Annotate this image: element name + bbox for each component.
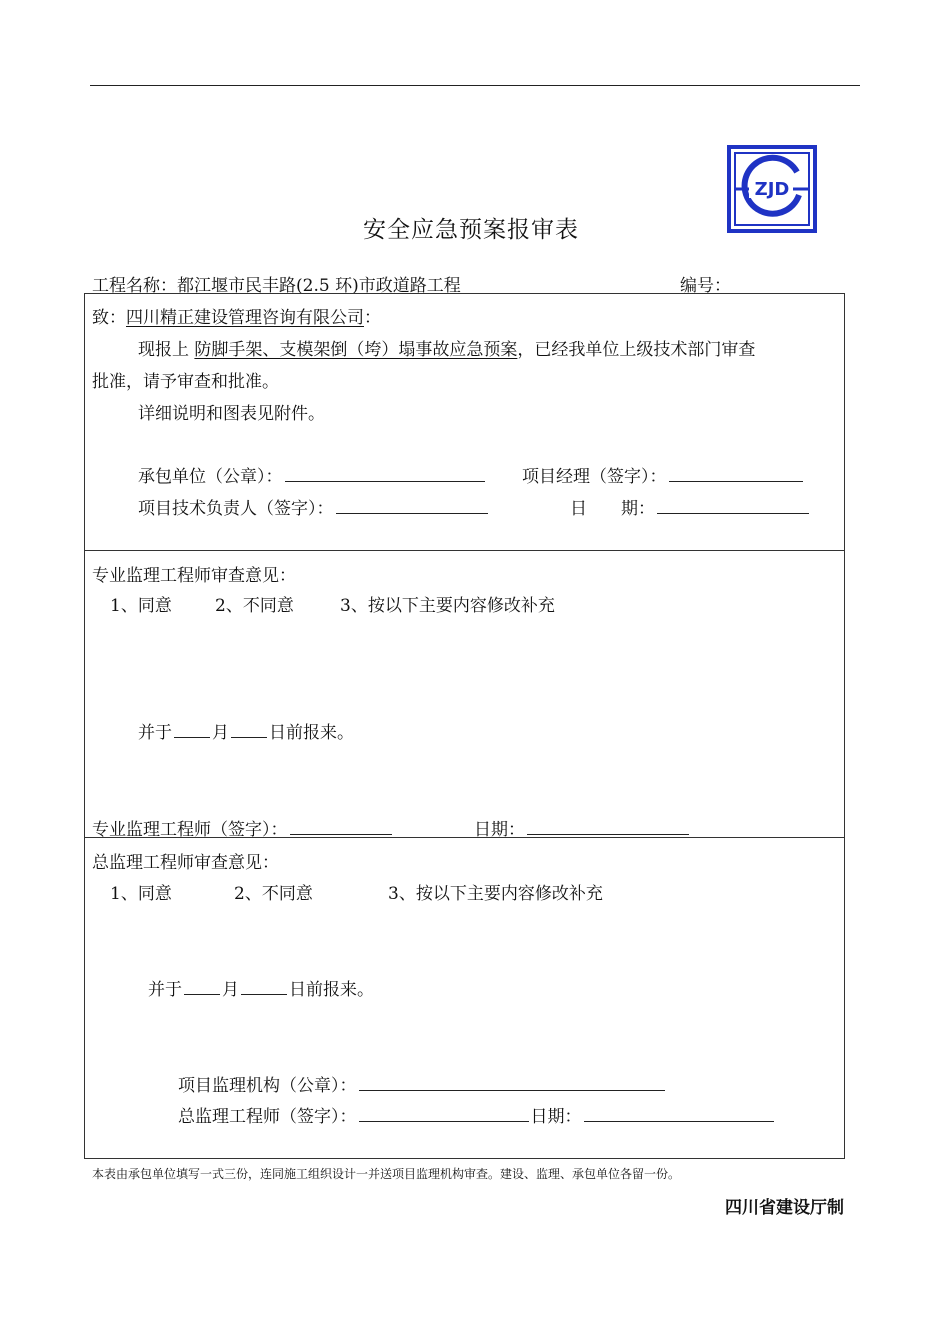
- day-blank-2[interactable]: [241, 978, 287, 995]
- deadline-suffix-1: 日前报来。: [269, 723, 354, 743]
- deadline-suffix-2: 日前报来。: [289, 980, 374, 1000]
- date-blank-3[interactable]: [584, 1105, 774, 1122]
- option-revise-1[interactable]: 3、按以下主要内容修改补充: [340, 596, 555, 616]
- number-label: 编号：: [680, 276, 731, 296]
- tech-sign-row: [138, 494, 490, 519]
- chief-review-heading: 总监理工程师审查意见：: [92, 853, 279, 873]
- deadline-line-2: [148, 975, 374, 1000]
- contractor-seal-blank[interactable]: [285, 465, 485, 482]
- contractor-label: 承包单位（公章）：: [138, 467, 283, 487]
- date-row-1: [570, 494, 811, 519]
- option-agree-1[interactable]: 1、同意: [110, 596, 172, 616]
- supervision-org-label: 项目监理机构（公章）：: [178, 1076, 357, 1096]
- manager-label: 项目经理（签字）：: [522, 467, 667, 487]
- submission-prefix: 现报上: [138, 340, 195, 360]
- attachment-note: 详细说明和图表见附件。: [138, 404, 325, 424]
- tech-lead-signature-blank[interactable]: [336, 497, 488, 514]
- section-divider-1: [85, 550, 844, 551]
- engineer-signature-blank[interactable]: [290, 818, 392, 835]
- project-label: 工程名称：: [92, 276, 177, 296]
- contractor-sign-row: [138, 462, 487, 487]
- supervision-seal-blank[interactable]: [359, 1074, 665, 1091]
- approval-request: 批准，请予审查和批准。: [92, 372, 279, 392]
- date-blank-2[interactable]: [527, 818, 689, 835]
- chief-sign-label: 总监理工程师（签字）：: [178, 1107, 357, 1127]
- deadline-line-1: [138, 718, 354, 743]
- deadline-prefix-1: 并于: [138, 723, 172, 743]
- month-blank-1[interactable]: [174, 721, 210, 738]
- engineer-sign-row: [92, 815, 394, 840]
- page-title: 安全应急预案报审表: [363, 217, 579, 243]
- recipient-company: 四川精正建设管理咨询有限公司: [126, 308, 364, 328]
- to-label: 致：: [92, 308, 126, 328]
- deadline-prefix-2: 并于: [148, 980, 182, 1000]
- manager-signature-blank[interactable]: [669, 465, 803, 482]
- date-row-2: [474, 815, 691, 840]
- manager-sign-row: [522, 462, 805, 487]
- option-revise-2[interactable]: 3、按以下主要内容修改补充: [388, 884, 603, 904]
- top-rule: [90, 85, 860, 86]
- submission-line: [138, 335, 755, 360]
- day-blank-1[interactable]: [231, 721, 267, 738]
- engineer-sign-label: 专业监理工程师（签字）：: [92, 820, 288, 840]
- footer-note: 本表由承包单位填写一式三份，连同施工组织设计一并送项目监理机构审查。建设、监理、承包单位各留一份。: [92, 1167, 681, 1181]
- recipient-line: [92, 303, 381, 328]
- date-label-3: 日期：: [530, 1107, 582, 1127]
- option-agree-2[interactable]: 1、同意: [110, 884, 172, 904]
- project-name: 都江堰市民丰路(2.5 环)市政道路工程: [177, 276, 461, 296]
- to-suffix: ：: [364, 308, 381, 328]
- chief-signature-blank[interactable]: [359, 1105, 529, 1122]
- month-label-1: 月: [212, 723, 229, 743]
- date-label-2: 日期：: [474, 820, 525, 840]
- supervision-org-row: [178, 1071, 667, 1096]
- tech-lead-label: 项目技术负责人（签字）：: [138, 499, 334, 519]
- issuer-label: 四川省建设厅制: [725, 1198, 844, 1218]
- submission-suffix: ，已经我单位上级技术部门审查: [517, 340, 756, 360]
- month-blank-2[interactable]: [184, 978, 220, 995]
- month-label-2: 月: [222, 980, 239, 1000]
- date-blank-1[interactable]: [657, 497, 809, 514]
- engineer-review-heading: 专业监理工程师审查意见：: [92, 566, 296, 586]
- date-label-1: 日 期：: [570, 499, 655, 519]
- chief-sign-row: [178, 1102, 776, 1127]
- option-disagree-2[interactable]: 2、不同意: [234, 884, 313, 904]
- option-disagree-1[interactable]: 2、不同意: [215, 596, 294, 616]
- plan-name: 防脚手架、支模架倒（垮）塌事故应急预案: [194, 340, 518, 360]
- logo-text: ZJD: [754, 179, 790, 200]
